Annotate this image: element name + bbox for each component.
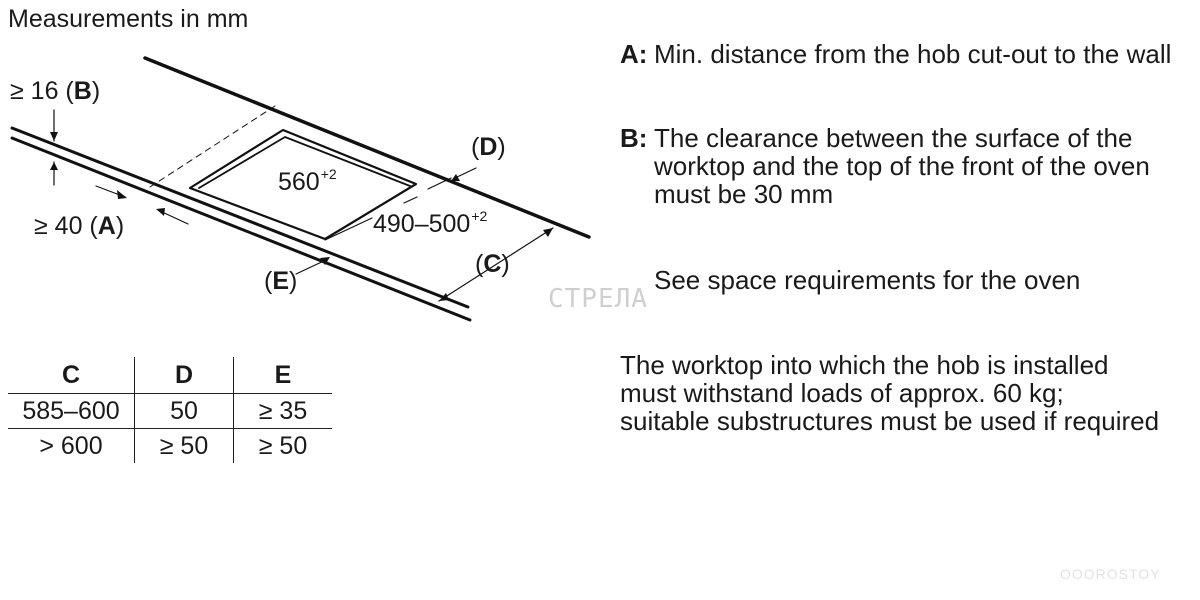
cutout-width-dimension: $560^{+2}$	[278, 166, 337, 196]
d-arrow-line	[428, 178, 451, 189]
worktop-load-note: The worktop into which the hob is installed must withstand loads of approx. 60 kg; suitable substructures must be used if required	[620, 350, 1160, 436]
corner-watermark: OOOROSTOY	[1060, 566, 1161, 582]
table-cell: ≥ 50	[135, 429, 234, 464]
note-text: Min. distance from the hob cut-out to the wall	[654, 39, 1172, 69]
table-header: C	[61, 360, 81, 389]
note-key: A:	[620, 39, 648, 69]
table-row	[8, 429, 332, 464]
label-e: (E)	[264, 267, 298, 295]
d-arrowhead	[451, 174, 460, 181]
oven-space-note: See space requirements for the oven	[654, 265, 1081, 295]
c-arrowhead-high	[543, 228, 553, 237]
table-cell: > 600	[8, 429, 135, 464]
note-key: B:	[620, 123, 648, 153]
table-row	[8, 394, 332, 429]
label-b: ≥ 16 (B)	[10, 77, 101, 105]
b-arrowhead-bottom	[50, 162, 58, 170]
d-arrow-line-2	[455, 168, 476, 178]
measurements-title: Measurements in mm	[8, 5, 249, 33]
note-text: The clearance between the surface of the worktop and the top of the front of the oven must be 30 mm	[654, 123, 1150, 209]
table-header-row	[8, 357, 332, 394]
table-cell: ≥ 50	[234, 429, 333, 464]
table-cell: 585–600	[8, 394, 135, 429]
watermark: СТРЕЛА	[548, 284, 648, 314]
worktop-back-edge	[145, 58, 589, 237]
depth-dim-line	[325, 218, 372, 240]
depth-dim-line-2	[404, 197, 417, 203]
table-cell: ≥ 35	[234, 394, 333, 429]
clearance-table	[8, 357, 332, 463]
table-cell: 50	[135, 394, 234, 429]
a-arrowhead-right	[156, 208, 165, 216]
label-c: (C)	[475, 250, 510, 278]
cutout-depth-dimension: $490-500^{+2}$	[373, 208, 488, 238]
table-header: E	[234, 357, 333, 394]
table-header: D	[135, 357, 234, 394]
b-arrowhead-top	[50, 132, 58, 141]
label-a: ≥ 40 (A)	[34, 212, 125, 240]
a-arrowhead-left	[117, 190, 127, 199]
label-d: (D)	[471, 133, 506, 161]
